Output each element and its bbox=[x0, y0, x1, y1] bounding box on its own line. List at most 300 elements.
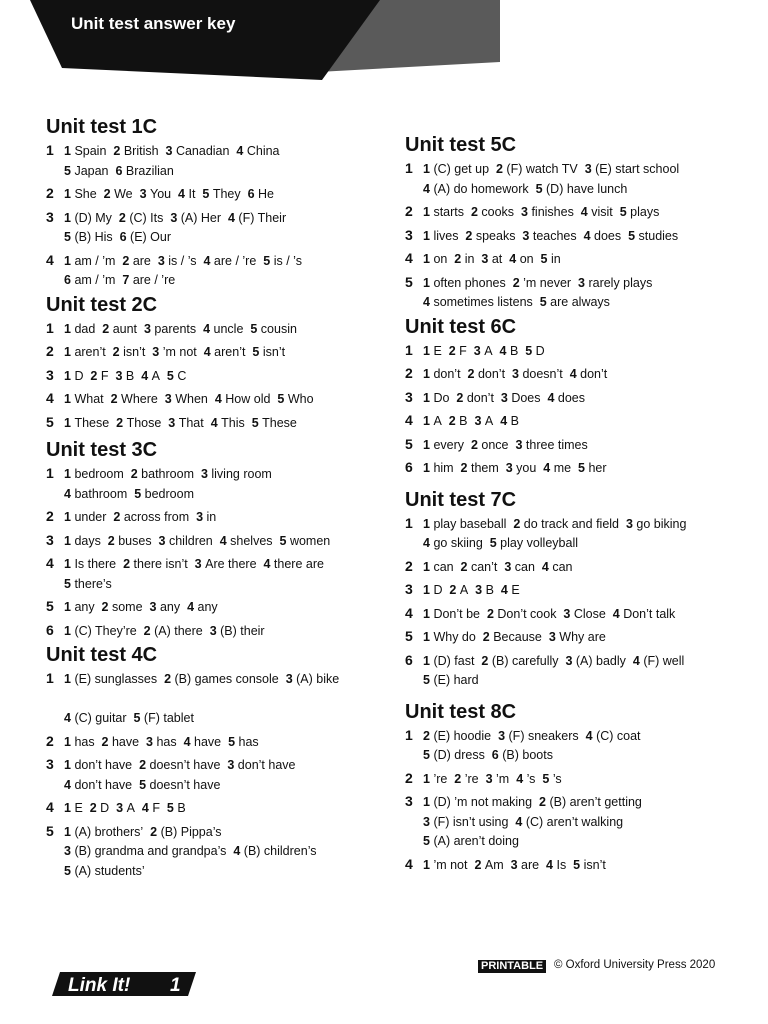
section-title: Unit test 2C bbox=[46, 293, 158, 316]
question-number: 5 bbox=[405, 435, 413, 452]
answer-text: him bbox=[433, 461, 454, 475]
answer-text: some bbox=[111, 600, 143, 614]
answer-number: 2 bbox=[89, 801, 97, 815]
question-item bbox=[46, 142, 376, 181]
answer-number: 4 bbox=[423, 295, 430, 309]
question-number: 2 bbox=[405, 557, 413, 574]
answer-text: B bbox=[459, 414, 468, 428]
answer-text: (A) Her bbox=[180, 210, 222, 225]
question-item bbox=[405, 160, 735, 199]
answer-text: British bbox=[123, 144, 159, 158]
answer-text: sometimes listens bbox=[433, 295, 533, 309]
answer-number: 3 bbox=[285, 672, 293, 686]
answer-number: 3 bbox=[146, 734, 153, 749]
answer-number: 4 bbox=[543, 461, 551, 475]
question-number: 4 bbox=[405, 412, 413, 428]
answer-text: (E) sunglasses bbox=[74, 672, 158, 686]
answer-text: don’t bbox=[580, 367, 608, 381]
answer-text: Close bbox=[573, 606, 606, 621]
answer-number: 5 bbox=[525, 343, 533, 358]
answer-line bbox=[64, 485, 376, 505]
answer-text: has bbox=[74, 734, 95, 749]
answer-line bbox=[423, 793, 735, 813]
answer-text: B bbox=[509, 343, 519, 358]
answer-number: 4 bbox=[569, 367, 577, 381]
answer-number: 3 bbox=[152, 345, 160, 359]
answer-number: 1 bbox=[64, 144, 71, 158]
question-item bbox=[405, 793, 735, 852]
answer-number: 2 bbox=[122, 253, 130, 268]
answer-text: (B) their bbox=[220, 623, 265, 638]
answer-text: (C) guitar bbox=[74, 711, 127, 725]
answer-text: do track and field bbox=[523, 516, 619, 531]
answer-number: 1 bbox=[423, 343, 430, 358]
answer-number: 1 bbox=[64, 345, 71, 359]
answer-number: 2 bbox=[143, 623, 151, 638]
answer-number: 2 bbox=[495, 162, 503, 176]
answer-text: parents bbox=[154, 321, 197, 336]
question-item bbox=[46, 733, 376, 753]
question-number: 2 bbox=[46, 508, 54, 524]
answer-number: 4 bbox=[423, 181, 430, 196]
answer-number: 1 bbox=[64, 672, 71, 686]
answer-number: 4 bbox=[580, 205, 588, 219]
answer-text: don’t bbox=[466, 390, 494, 405]
answer-text: often phones bbox=[433, 275, 506, 290]
answer-number: 1 bbox=[423, 795, 430, 809]
answer-line bbox=[64, 532, 376, 552]
answer-text: on bbox=[433, 252, 448, 266]
answer-number: 1 bbox=[423, 461, 430, 475]
answer-text: go skiing bbox=[433, 536, 483, 550]
answer-text: E bbox=[511, 583, 520, 597]
logo-text: Link It! bbox=[68, 975, 131, 996]
answer-text: Those bbox=[126, 415, 162, 430]
answer-number: 1 bbox=[64, 321, 71, 336]
answer-text: days bbox=[74, 533, 101, 548]
question-item bbox=[405, 250, 735, 270]
answer-number: 2 bbox=[454, 771, 462, 786]
answer-number: 5 bbox=[535, 181, 543, 196]
unit-section bbox=[405, 701, 735, 876]
answer-number: 1 bbox=[64, 623, 71, 638]
answer-text: D bbox=[433, 583, 443, 597]
answer-text: lives bbox=[433, 228, 459, 243]
answer-number: 2 bbox=[448, 414, 456, 428]
answer-line bbox=[64, 162, 376, 182]
answer-text: are / ’re bbox=[213, 253, 257, 268]
answer-number: 2 bbox=[513, 516, 521, 531]
answer-line bbox=[423, 227, 735, 247]
answer-text: Don’t talk bbox=[623, 606, 676, 621]
answer-number: 5 bbox=[578, 461, 585, 475]
answer-text: at bbox=[491, 252, 503, 266]
answer-text: (A) aren’t doing bbox=[433, 834, 519, 848]
question-number: 3 bbox=[46, 531, 54, 548]
answer-text: E bbox=[74, 801, 83, 815]
answer-text: does bbox=[594, 228, 622, 243]
answer-text: Does bbox=[511, 390, 541, 405]
question-number: 3 bbox=[46, 756, 54, 772]
question-item bbox=[46, 508, 376, 528]
answer-line bbox=[423, 250, 735, 270]
answer-number: 5 bbox=[252, 345, 260, 359]
answer-text: aren’t bbox=[74, 345, 106, 359]
answer-number: 1 bbox=[64, 392, 71, 406]
answer-text: D bbox=[100, 801, 110, 815]
answer-number: 4 bbox=[547, 390, 555, 405]
answer-text: go biking bbox=[636, 516, 687, 531]
answer-number: 4 bbox=[141, 368, 149, 383]
answer-number: 5 bbox=[250, 321, 258, 336]
answer-text: Don’t cook bbox=[497, 606, 557, 621]
answer-text: have bbox=[194, 734, 222, 749]
answer-number: 2 bbox=[470, 205, 478, 219]
question-item bbox=[405, 581, 735, 601]
answer-text: women bbox=[289, 533, 331, 548]
answer-number: 5 bbox=[279, 533, 287, 548]
answer-line bbox=[423, 293, 735, 313]
answer-number: 3 bbox=[139, 187, 147, 201]
answer-line bbox=[423, 671, 735, 691]
answer-text: don’t bbox=[433, 367, 461, 381]
answer-number: 2 bbox=[423, 728, 430, 743]
answer-line bbox=[64, 367, 376, 387]
answer-text: play baseball bbox=[433, 516, 507, 531]
answer-line bbox=[423, 652, 735, 672]
answer-line bbox=[64, 842, 376, 862]
answer-text: F bbox=[152, 801, 160, 815]
unit-section bbox=[46, 294, 376, 434]
answer-text: (B) Pippa’s bbox=[160, 824, 222, 839]
answer-text: can bbox=[514, 559, 535, 574]
question-item bbox=[46, 209, 376, 248]
answer-text: (D) have lunch bbox=[546, 181, 628, 196]
answer-number: 2 bbox=[150, 824, 158, 839]
answer-text: ’s bbox=[552, 771, 562, 786]
answer-text: Who bbox=[287, 392, 314, 406]
answer-line bbox=[423, 746, 735, 766]
answer-text: ’m never bbox=[523, 275, 572, 290]
answer-number: 5 bbox=[64, 863, 71, 878]
answer-number: 5 bbox=[133, 711, 141, 725]
answer-text: three times bbox=[525, 437, 588, 452]
unit-section bbox=[405, 134, 735, 313]
answer-text: (C) coat bbox=[596, 728, 641, 743]
answer-number: 3 bbox=[578, 275, 585, 290]
answer-line bbox=[64, 575, 376, 595]
answer-line bbox=[64, 414, 376, 434]
answer-line bbox=[64, 670, 376, 690]
answer-line bbox=[423, 412, 735, 432]
answer-text: (D) dress bbox=[433, 748, 485, 762]
answer-number: 2 bbox=[116, 415, 124, 430]
answer-text: visit bbox=[591, 205, 613, 219]
answer-text: bedroom bbox=[144, 486, 194, 501]
answer-number: 3 bbox=[510, 857, 518, 872]
answer-text: B bbox=[485, 583, 494, 597]
answer-text: are always bbox=[550, 295, 610, 309]
answer-text: any bbox=[159, 600, 181, 614]
question-item bbox=[46, 622, 376, 642]
answer-text: (C) aren’t walking bbox=[525, 814, 624, 829]
question-number: 1 bbox=[405, 514, 413, 531]
answer-text: shelves bbox=[230, 533, 273, 548]
answer-text: starts bbox=[433, 205, 464, 219]
question-number: 6 bbox=[46, 621, 54, 638]
unit-section bbox=[405, 316, 735, 479]
answer-number: 3 bbox=[481, 252, 489, 266]
answer-number: 4 bbox=[141, 801, 149, 815]
answer-text: isn’t bbox=[123, 345, 146, 359]
answer-line bbox=[423, 365, 735, 385]
question-number: 2 bbox=[46, 732, 54, 749]
printable-badge: PRINTABLE bbox=[478, 960, 546, 973]
question-item bbox=[405, 342, 735, 362]
answer-number: 5 bbox=[64, 230, 71, 244]
answer-text: Canadian bbox=[175, 144, 230, 158]
answer-line bbox=[423, 459, 735, 479]
answer-number: 4 bbox=[585, 728, 593, 743]
answer-text: Why are bbox=[559, 630, 606, 644]
page-title: Unit test answer key bbox=[71, 14, 236, 33]
answer-number: 2 bbox=[454, 252, 462, 266]
answer-number: 3 bbox=[165, 144, 173, 158]
answer-text: Is there bbox=[74, 557, 117, 571]
answer-number: 4 bbox=[546, 857, 553, 872]
answer-text: ’m not bbox=[162, 345, 197, 359]
question-number: 4 bbox=[46, 799, 54, 815]
answer-text: don’t bbox=[477, 367, 506, 381]
answer-text: there isn’t bbox=[133, 557, 188, 571]
answer-line bbox=[64, 209, 376, 229]
answer-number: 2 bbox=[482, 630, 490, 644]
answer-text: A bbox=[126, 801, 135, 815]
answer-text: living room bbox=[211, 467, 272, 481]
answer-line bbox=[64, 622, 376, 642]
answer-number: 4 bbox=[516, 771, 524, 786]
answer-text: ’s bbox=[526, 771, 536, 786]
answer-text: you bbox=[516, 461, 537, 475]
answer-number: 5 bbox=[628, 228, 636, 243]
answer-text: teaches bbox=[532, 228, 577, 243]
answer-text: on bbox=[519, 252, 534, 266]
answer-text: don’t have bbox=[237, 758, 296, 772]
answer-text: Where bbox=[121, 392, 158, 406]
answer-number: 2 bbox=[470, 437, 478, 452]
answer-text: (A) bike bbox=[296, 672, 340, 686]
answer-text: Japan bbox=[74, 163, 109, 178]
answer-line bbox=[64, 799, 376, 819]
answer-line bbox=[64, 690, 376, 710]
answer-number: 2 bbox=[449, 583, 457, 597]
answer-line bbox=[64, 776, 376, 796]
answer-line bbox=[64, 598, 376, 618]
answer-number: 3 bbox=[625, 516, 633, 531]
question-item bbox=[46, 532, 376, 552]
header-banner bbox=[0, 0, 768, 82]
question-item bbox=[405, 459, 735, 479]
answer-text: How old bbox=[225, 392, 271, 406]
answer-text: A bbox=[484, 414, 494, 428]
answer-number: 3 bbox=[196, 510, 204, 524]
question-number: 1 bbox=[46, 670, 54, 686]
answer-text: ’re bbox=[433, 771, 448, 786]
answer-number: 3 bbox=[200, 467, 208, 481]
answer-number: 2 bbox=[481, 653, 489, 668]
answer-line bbox=[423, 856, 735, 876]
answer-number: 2 bbox=[512, 275, 520, 290]
question-number: 4 bbox=[405, 250, 413, 266]
question-number: 3 bbox=[405, 388, 413, 405]
answer-number: 4 bbox=[263, 557, 271, 571]
answer-text: Because bbox=[493, 630, 542, 644]
answer-text: her bbox=[588, 461, 607, 475]
question-item bbox=[46, 252, 376, 291]
answer-number: 3 bbox=[474, 414, 482, 428]
answer-line bbox=[423, 628, 735, 648]
question-item bbox=[405, 652, 735, 691]
question-item bbox=[46, 320, 376, 340]
answer-line bbox=[423, 342, 735, 362]
question-item bbox=[46, 823, 376, 882]
answer-text: (A) brothers’ bbox=[74, 824, 144, 839]
answer-number: 5 bbox=[139, 777, 147, 792]
answer-number: 6 bbox=[491, 748, 499, 762]
answer-text: These bbox=[262, 415, 297, 430]
answer-text: has bbox=[156, 734, 177, 749]
answer-line bbox=[64, 185, 376, 205]
question-number: 4 bbox=[46, 251, 54, 268]
answer-text: plays bbox=[630, 205, 660, 219]
answer-number: 2 bbox=[474, 857, 482, 872]
answer-number: 4 bbox=[632, 653, 640, 668]
answer-text: E bbox=[433, 343, 442, 358]
copyright-text: © Oxford University Press 2020 bbox=[554, 959, 716, 971]
question-number: 3 bbox=[405, 581, 413, 597]
answer-text: C bbox=[177, 368, 187, 383]
answer-text: is / ’s bbox=[273, 253, 302, 268]
answer-text: there’s bbox=[74, 576, 112, 591]
answer-text: (F) watch TV bbox=[506, 162, 578, 176]
answer-text: Why do bbox=[433, 630, 476, 644]
answer-number: 4 bbox=[500, 414, 508, 428]
answer-text: every bbox=[433, 437, 465, 452]
answer-number: 1 bbox=[64, 600, 71, 614]
answer-number: 1 bbox=[423, 653, 430, 668]
answer-text: Spain bbox=[74, 144, 107, 158]
answer-number: 1 bbox=[64, 368, 71, 383]
answer-number: 3 bbox=[485, 771, 493, 786]
answer-text: doesn’t have bbox=[149, 758, 221, 772]
answer-number: 3 bbox=[500, 390, 508, 405]
answer-text: When bbox=[175, 392, 208, 406]
answer-text: ’m not bbox=[433, 857, 468, 872]
answer-text: any bbox=[74, 600, 95, 614]
question-item bbox=[46, 555, 376, 594]
answer-number: 4 bbox=[203, 345, 211, 359]
answer-number: 4 bbox=[583, 228, 591, 243]
answer-number: 3 bbox=[170, 210, 178, 225]
question-item bbox=[405, 227, 735, 247]
answer-number: 3 bbox=[157, 253, 165, 268]
answer-number: 1 bbox=[64, 210, 71, 225]
answer-line bbox=[423, 832, 735, 852]
answer-number: 4 bbox=[541, 559, 549, 574]
question-number: 5 bbox=[46, 413, 54, 430]
answer-number: 4 bbox=[509, 252, 517, 266]
question-item bbox=[405, 274, 735, 313]
answer-number: 5 bbox=[540, 252, 548, 266]
answer-text: aunt bbox=[112, 321, 138, 336]
answer-text: (F) sneakers bbox=[508, 728, 579, 743]
answer-text: (A) badly bbox=[575, 653, 626, 668]
answer-text: uncle bbox=[213, 321, 244, 336]
answer-line bbox=[423, 203, 735, 223]
question-number: 1 bbox=[46, 319, 54, 336]
answer-number: 5 bbox=[542, 771, 550, 786]
answer-number: 1 bbox=[64, 187, 71, 201]
question-number: 1 bbox=[46, 142, 54, 158]
question-number: 1 bbox=[405, 726, 413, 743]
answer-number: 1 bbox=[64, 824, 71, 839]
answer-text: me bbox=[553, 461, 572, 475]
answer-line bbox=[64, 508, 376, 528]
question-number: 5 bbox=[46, 822, 54, 839]
answer-number: 4 bbox=[227, 210, 235, 225]
answer-number: 1 bbox=[64, 253, 71, 268]
answer-text: studies bbox=[638, 228, 679, 243]
answer-number: 1 bbox=[423, 205, 430, 219]
answer-text: (A) students’ bbox=[74, 863, 145, 878]
answer-text: under bbox=[74, 510, 107, 524]
answer-text: does bbox=[557, 390, 585, 405]
answer-number: 5 bbox=[423, 673, 430, 687]
answer-number: 1 bbox=[64, 533, 71, 548]
answer-text: cousin bbox=[260, 321, 297, 336]
answer-number: 3 bbox=[522, 228, 530, 243]
answer-line bbox=[423, 770, 735, 790]
question-number: 3 bbox=[405, 226, 413, 243]
answer-text: A bbox=[151, 368, 160, 383]
answer-number: 4 bbox=[233, 844, 241, 858]
section-title: Unit test 7C bbox=[405, 488, 517, 511]
answer-line bbox=[64, 709, 376, 729]
answer-number: 4 bbox=[499, 343, 507, 358]
answer-text: They bbox=[212, 187, 241, 201]
answer-text: doesn’t have bbox=[149, 777, 221, 792]
answer-number: 5 bbox=[539, 295, 547, 309]
answer-number: 1 bbox=[423, 275, 430, 290]
answer-number: 1 bbox=[64, 801, 71, 815]
answer-number: 4 bbox=[214, 392, 222, 406]
answer-text: Are there bbox=[205, 557, 257, 571]
answer-number: 3 bbox=[515, 437, 523, 452]
answer-text: You bbox=[150, 187, 172, 201]
question-item bbox=[46, 598, 376, 618]
answer-line bbox=[64, 555, 376, 575]
question-item bbox=[405, 436, 735, 456]
answer-number: 2 bbox=[456, 390, 464, 405]
question-number: 4 bbox=[405, 604, 413, 621]
answer-text: D bbox=[535, 343, 545, 358]
answer-number: 2 bbox=[101, 600, 109, 614]
answer-number: 3 bbox=[115, 368, 123, 383]
answer-number: 5 bbox=[134, 486, 142, 501]
question-item bbox=[405, 515, 735, 554]
answer-text: (C) get up bbox=[433, 162, 490, 176]
answer-number: 2 bbox=[113, 510, 121, 524]
